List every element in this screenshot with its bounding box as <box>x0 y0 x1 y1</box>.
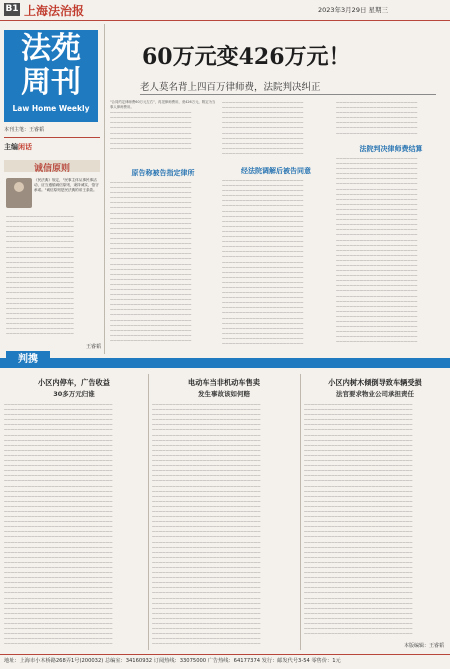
issue-date: 2023年3月29日 星期三 <box>318 6 389 14</box>
editor-credit: 本刊主笔：王睿韬 <box>4 127 45 133</box>
article-col-2-body: ———————————————————————— ———————————————————————— ———————————————————————— ———————————————————————— ———————————————————————— ———————————————————————— ———————————————————————— ———————————————————————— ———————————————————————— ———————————————————————— ———————————————————————— ———————————————————————— ———————————————————————— ———————————————————————— ———————————————————————— ———————————————————————— ———————————————————————— ———————————————————————— ———————————————————————— ———————————————————————— ———————————————————————— ———————————————————————— ———————————————————————— ———————————————————————— ———————————————————————— ———————————————————————— ———————————————————————— ———————————————————————— ———————————————————————— ———————————————————————— ———————————————————————— ———————————————————————— ———————————————————————— <box>222 178 304 345</box>
article-col-2-intro: ———————————————————————— ———————————————————————— ———————————————————————— ———————————————————————— ———————————————————————— ———————————————————————— ———————————————————————— ———————————————————————— ———————————————————————— ———————————————————————— ———————————————————————— <box>222 100 304 155</box>
page-footer <box>0 654 450 669</box>
bottom-article-c-subtitle: 法官要求物业公司承担责任 <box>336 390 414 398</box>
author-portrait <box>6 178 32 208</box>
bottom-article-a-body: ———————————————————————————————— ———————————————————————————————— ———————————————————————————————— ———————————————————————————————— ———————————————————————————————— ———————————————————————————————— ———————————————————————————————— ———————————————————————————————— ———————————————————————————————— ———————————————————————————————— ———————————————————————————————— ———————————————————————————————— ———————————————————————————————— ———————————————————————————————— ———————————————————————————————— ———————————————————————————————— ———————————————————————————————— ———————————————————————————————— ———————————————————————————————— ———————————————————————————————— ———————————————————————————————— ———————————————————————————————— ———————————————————————————————— ———————————————————————————————— ———————————————————————————————— ———————————————————————————————— ———————————————————————————————— ———————————————————————————————— ———————————————————————————————— ———————————————————————————————— ———————————————————————————————— ———————————————————————————————— ———————————————————————————————— ———————————————————————————————— ———————————————————————————————— ———————————————————————————————— ———————————————————————————————— ———————————————————————————————— ———————————————————————————————— ———————————————————————————————— ———————————————————————————————— ———————————————————————————————— ———————————————————————————————— ———————————————————————————————— ———————————————————————————————— ———————————————————————————————— ———————————————————————————————— ———————————————————————————————— <box>4 402 113 646</box>
subhead-divider <box>140 94 436 95</box>
column-divider <box>148 374 149 650</box>
section-title-3: 法院判决律师费结算 <box>359 145 423 153</box>
newspaper-name: 上海法治报 <box>24 4 85 18</box>
quote-author: 王睿韬 <box>86 344 102 350</box>
article-col-1-body: ———————————————————————— ———————————————————————— ———————————————————————— ———————————————————————— ———————————————————————— ———————————————————————— ———————————————————————— ———————————————————————— ———————————————————————— ———————————————————————— ———————————————————————— ———————————————————————— ———————————————————————— ———————————————————————— ———————————————————————— ———————————————————————— ———————————————————————— ———————————————————————— ———————————————————————— ———————————————————————— ———————————————————————— ———————————————————————— ———————————————————————— ———————————————————————— ———————————————————————— ———————————————————————— ———————————————————————— ———————————————————————— ———————————————————————— ———————————————————————— ———————————————————————— ———————————————————————— <box>110 180 192 342</box>
article-col-3-intro: ———————————————————————— ———————————————————————— ———————————————————————— ———————————————————————— ———————————————————————— ———————————————————————— ———————————————————————— <box>336 100 418 135</box>
page-number-badge: B1 <box>5 4 19 14</box>
quote-title-bar <box>4 160 100 172</box>
column-title-en: Law Home Weekly <box>12 104 90 113</box>
page-editor-credit: 本版编辑：王睿韬 <box>404 643 445 649</box>
quote-title: 诚信原则 <box>33 164 70 174</box>
article-col-3-body: ———————————————————————— ———————————————————————— ———————————————————————— ———————————————————————— ———————————————————————— ———————————————————————— ———————————————————————— ———————————————————————— ———————————————————————— ———————————————————————— ———————————————————————— ———————————————————————— ———————————————————————— ———————————————————————— ———————————————————————— ———————————————————————— ———————————————————————— ———————————————————————— ———————————————————————— ———————————————————————— ———————————————————————— ———————————————————————— ———————————————————————— ———————————————————————— ———————————————————————— ———————————————————————— ———————————————————————— ———————————————————————— ———————————————————————— ———————————————————————— ———————————————————————— ———————————————————————— ———————————————————————— ———————————————————————— ———————————————————————— ———————————————————————— ———————————————————————— <box>336 156 418 344</box>
section-banner-label: 判携 <box>6 351 50 368</box>
feature-tag-label: 主编 <box>4 143 18 151</box>
column-title: 法苑周刊 <box>21 31 81 100</box>
column-divider <box>104 24 105 354</box>
main-headline: 60万元变426万元！ <box>142 44 351 70</box>
divider <box>4 137 100 138</box>
bottom-article-a-title: 小区内停车，广告收益 <box>38 378 110 387</box>
bottom-article-a-subtitle: 30多万元归谁 <box>53 390 95 398</box>
column-title-box <box>4 30 98 122</box>
footer-text: 地址：上海市小木桥路268弄1号(200032) 总编室：34160932 订阅热线：33075000 广告热线：64177374 发行：邮发代号3-54 零售价：1元 <box>4 658 341 664</box>
section-title-1: 原告称被告指定律所 <box>131 169 195 177</box>
bottom-article-b-body: ———————————————————————————————— ———————————————————————————————— ———————————————————————————————— ———————————————————————————————— ———————————————————————————————— ———————————————————————————————— ———————————————————————————————— ———————————————————————————————— ———————————————————————————————— ———————————————————————————————— ———————————————————————————————— ———————————————————————————————— ———————————————————————————————— ———————————————————————————————— ———————————————————————————————— ———————————————————————————————— ———————————————————————————————— ———————————————————————————————— ———————————————————————————————— ———————————————————————————————— ———————————————————————————————— ———————————————————————————————— ———————————————————————————————— ———————————————————————————————— ———————————————————————————————— ———————————————————————————————— ———————————————————————————————— ———————————————————————————————— ———————————————————————————————— ———————————————————————————————— ———————————————————————————————— ———————————————————————————————— ———————————————————————————————— ———————————————————————————————— ———————————————————————————————— ———————————————————————————————— ———————————————————————————————— ———————————————————————————————— ———————————————————————————————— ———————————————————————————————— ———————————————————————————————— ———————————————————————————————— ———————————————————————————————— ———————————————————————————————— ———————————————————————————————— ———————————————————————————————— ———————————————————————————————— ———————————————————————————————— <box>152 402 261 646</box>
main-subhead: 老人莫名背上四百万律师费，法院判决纠正 <box>140 82 321 93</box>
quote-text: 《民法典》规定，"民事主体从事民事活动，应当遵循诚信原则，秉持诚实，恪守承诺。"诚信原则是民法典的帝王条款。 <box>34 178 99 193</box>
feature-tag-accent: 闲话 <box>18 143 32 151</box>
feature-tag <box>4 142 32 152</box>
bottom-article-c-body: ———————————————————————————————— ———————————————————————————————— ———————————————————————————————— ———————————————————————————————— ———————————————————————————————— ———————————————————————————————— ———————————————————————————————— ———————————————————————————————— ———————————————————————————————— ———————————————————————————————— ———————————————————————————————— ———————————————————————————————— ———————————————————————————————— ———————————————————————————————— ———————————————————————————————— ———————————————————————————————— ———————————————————————————————— ———————————————————————————————— ———————————————————————————————— ———————————————————————————————— ———————————————————————————————— ———————————————————————————————— ———————————————————————————————— ———————————————————————————————— ———————————————————————————————— ———————————————————————————————— ———————————————————————————————— ———————————————————————————————— ———————————————————————————————— ———————————————————————————————— ———————————————————————————————— ———————————————————————————————— ———————————————————————————————— ———————————————————————————————— ———————————————————————————————— ———————————————————————————————— ———————————————————————————————— ———————————————————————————————— ———————————————————————————————— ———————————————————————————————— ———————————————————————————————— ———————————————————————————————— ———————————————————————————————— ———————————————————————————————— ———————————————————————————————— ———————————————————————————————— <box>304 402 413 636</box>
section-banner <box>0 358 450 368</box>
bottom-article-b-subtitle: 发生事故该如何赔 <box>198 390 250 398</box>
column-divider <box>300 374 301 650</box>
bottom-article-c-title: 小区内树木倾倒导致车辆受损 <box>328 378 422 387</box>
article-col-1-intro: "合同约定律师费60万元左右"，再见律师费用，竟426万元，吸定为当事人律师费用。 ———————————————————————— ———————————————————————— ———————————————————————— ———————————————————————— ———————————————————————— ———————————————————————— ———————————————————————— ———————————————————————— <box>110 100 216 150</box>
bottom-article-b-title: 电动车当非机动车售卖 <box>188 378 260 387</box>
sidebar-article-body: ———————————————————— ———————————————————— ———————————————————— ———————————————————— ———————————————————— ———————————————————— ———————————————————— ———————————————————— ———————————————————— ———————————————————— ———————————————————— ———————————————————— ———————————————————— ———————————————————— ———————————————————— ———————————————————— ———————————————————— ———————————————————— ———————————————————— ———————————————————— ———————————————————— ———————————————————— ———————————————————— ———————————————————— <box>6 214 74 336</box>
article-lead: "合同约定律师费60万元左右"，再见律师费用，竟426万元，吸定为当事人律师费用。 <box>110 100 216 110</box>
section-title-2: 经法院调解后被告同意 <box>241 167 311 175</box>
